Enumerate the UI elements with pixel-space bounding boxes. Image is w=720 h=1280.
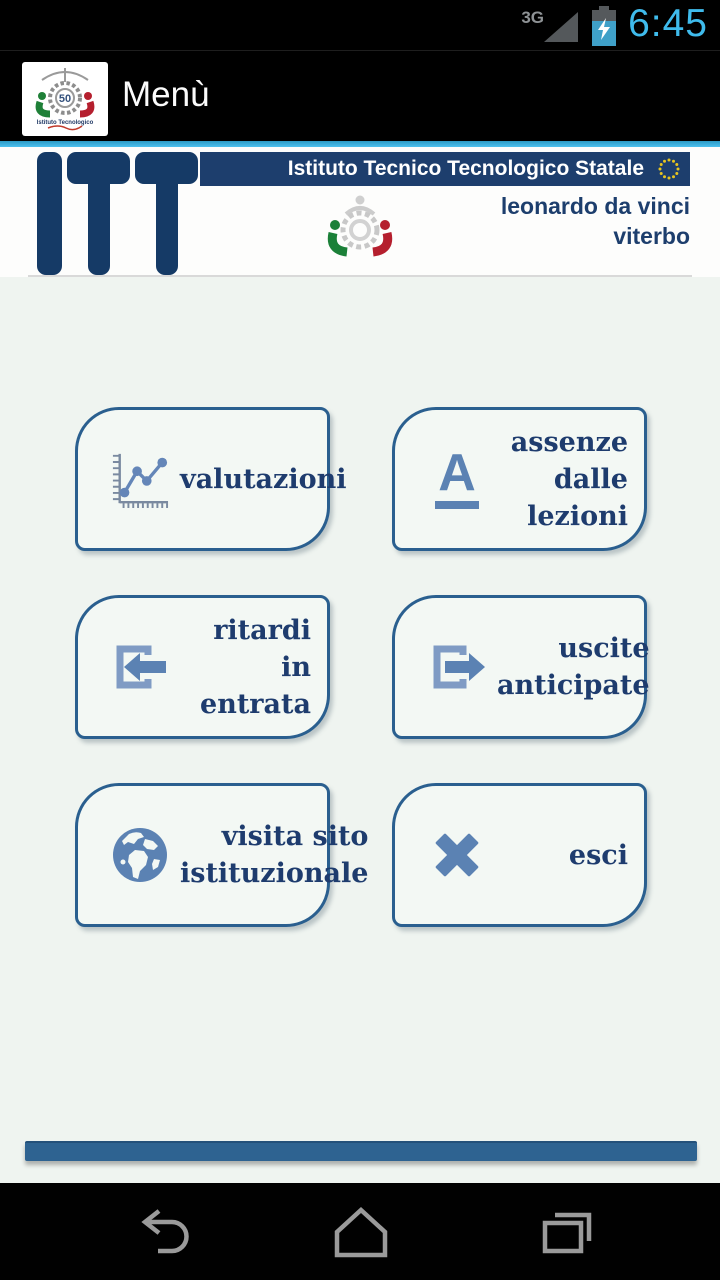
menu-button-label: uscite anticipate [497,633,650,701]
underlined-a-icon: A [417,450,497,509]
school-name-strip [200,152,690,186]
menu-button-esci[interactable] [392,783,647,927]
app-icon-caption: Istituto Tecnologico [36,120,94,126]
menu-button-label: valutazioni [180,463,347,495]
menu-button-label: visita sito istituzionale [180,821,369,889]
close-x-icon [417,827,497,883]
menu-button-visita-sito-istituzionale[interactable] [75,783,369,927]
home-button[interactable] [329,1205,393,1266]
chart-line-icon [100,450,180,508]
menu-button-uscite-anticipate[interactable] [392,595,650,739]
school-name-line1: leonardo da vinci [500,193,690,219]
action-bar [0,50,720,141]
footer-progress-bar [25,1141,697,1161]
globe-icon [100,826,180,884]
banner-divider [28,275,692,277]
clock: 6:45 [628,2,708,45]
login-arrow-icon [100,639,180,695]
svg-text:50: 50 [58,93,72,105]
school-full-name: Istituto Tecnico Tecnologico Statale [287,157,644,180]
page-title: Menù [122,75,210,114]
back-button[interactable] [131,1205,195,1266]
logout-arrow-icon [417,639,497,695]
menu-button-valutazioni[interactable] [75,407,347,551]
network-type-label: 3G [521,8,544,27]
menu-button-label: ritardi in entrata [200,614,311,720]
menu-button-label: assenze dalle lezioni [510,426,628,532]
school-banner [0,147,720,277]
recent-apps-button[interactable] [537,1205,599,1266]
app-logo-icon[interactable] [22,62,108,136]
android-navigation-bar [0,1183,720,1280]
eu-flag-icon [656,156,682,187]
school-name-line2: viterbo [613,223,690,249]
status-bar [0,0,720,50]
battery-charging-icon [592,6,616,46]
menu-button-assenze-dalle-lezioni[interactable] [392,407,647,551]
school-crest-icon [322,192,398,269]
menu-button-label: esci [568,839,628,871]
signal-strength-icon [544,12,578,47]
menu-button-ritardi-in-entrata[interactable] [75,595,330,739]
itt-logo [37,152,180,275]
